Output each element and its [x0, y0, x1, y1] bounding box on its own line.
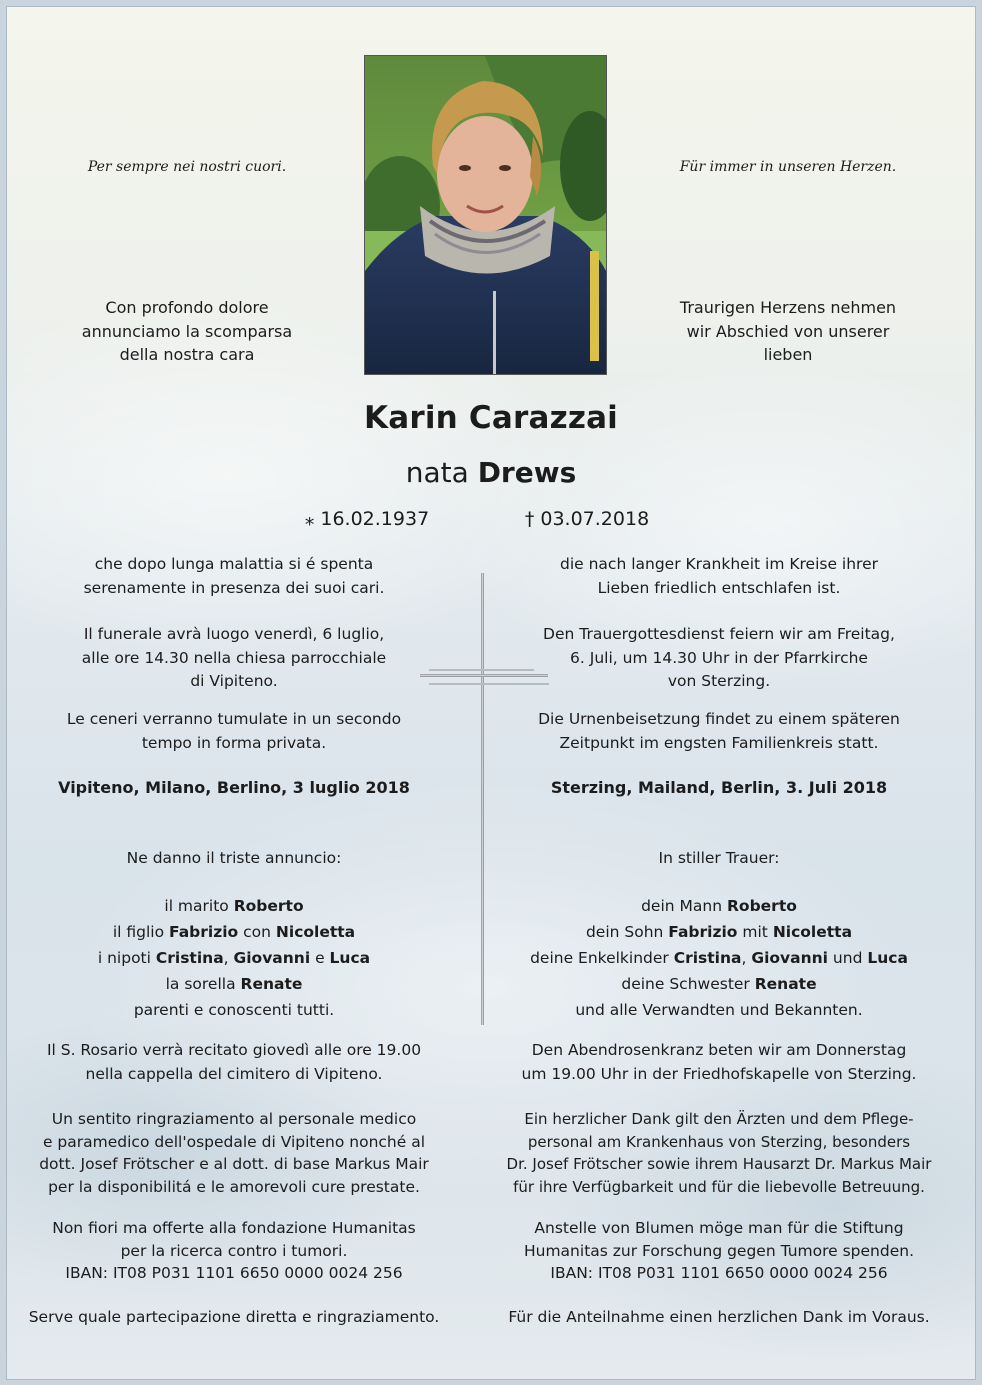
it-paragraph-thanks: Un sentito ringraziamento al personale medico e paramedico dell'ospedale di Vipiteno nonché al dott. Josef Frötscher e al dott. di base Markus Mair per la disponibilitá e le amorevoli cure prestate.	[39, 1110, 429, 1196]
de-paragraph-rosary: Den Abendrosenkranz beten wir am Donnerstag um 19.00 Uhr in der Friedhofskapelle von Sterzing.	[521, 1041, 917, 1083]
it-paragraph-donation: Non fiori ma offerte alla fondazione Humanitas per la ricerca contro i tumori. IBAN: IT08 P031 1101 6650 0000 0024 256	[52, 1219, 416, 1282]
it-paragraph-2: Il funerale avrà luogo venerdì, 6 luglio, alle ore 14.30 nella chiesa parrocchiale di Vipiteno.	[81, 625, 387, 690]
it-closing: Serve quale partecipazione diretta e ringraziamento.	[28, 1308, 440, 1326]
list-item: und alle Verwandten und Bekannten.	[575, 1001, 863, 1019]
deceased-name: Karin Carazzai	[363, 400, 619, 436]
list-item: i nipoti Cristina, Giovanni e Luca	[97, 949, 371, 967]
de-family-list	[497, 893, 941, 1023]
it-announce: Ne danno il triste annuncio:	[126, 849, 342, 867]
cross-icon	[481, 573, 484, 1025]
it-paragraph-rosary: Il S. Rosario verrà recitato giovedì alle ore 19.00 nella cappella del cimitero di Vipiteno.	[46, 1041, 422, 1083]
de-paragraph-1: die nach langer Krankheit im Kreise ihrer Lieben friedlich entschlafen ist.	[560, 555, 878, 597]
de-paragraph-2: Den Trauergottesdienst feiern wir am Freitag, 6. Juli, um 14.30 Uhr in der Pfarrkirche von Sterzing.	[543, 625, 895, 690]
list-item: deine Schwester Renate	[621, 975, 817, 993]
intro-german: Traurigen Herzens nehmen wir Abschied von unserer lieben	[679, 298, 897, 364]
motto-italian: Per sempre nei nostri cuori.	[87, 159, 287, 175]
list-item: il figlio Fabrizio con Nicoletta	[112, 923, 356, 941]
it-paragraph-1: che dopo lunga malattia si é spenta serenamente in presenza dei suoi cari.	[83, 555, 385, 597]
it-family-list	[27, 893, 441, 1023]
list-item: il marito Roberto	[164, 897, 304, 915]
de-announce: In stiller Trauer:	[658, 849, 780, 867]
it-place-date: Vipiteno, Milano, Berlino, 3 luglio 2018	[58, 778, 410, 797]
birth-date: ⁎ 16.02.1937	[304, 508, 430, 530]
de-paragraph-thanks: Ein herzlicher Dank gilt den Ärzten und dem Pflege- personal am Krankenhaus von Sterzing, besonders Dr. Josef Frötscher sowie ihrem Hausarzt Dr. Markus Mair für ihre Verfügbarkeit und für die liebevolle Betreuung.	[506, 1110, 932, 1196]
intro-italian: Con profondo dolore annunciamo la scomparsa della nostra cara	[81, 298, 293, 364]
de-closing: Für die Anteilnahme einen herzlichen Dank im Voraus.	[508, 1308, 930, 1326]
obituary-card	[6, 6, 976, 1380]
de-place-date: Sterzing, Mailand, Berlin, 3. Juli 2018	[550, 778, 888, 797]
motto-german: Für immer in unseren Herzen.	[679, 159, 897, 175]
list-item: dein Mann Roberto	[641, 897, 797, 915]
list-item: deine Enkelkinder Cristina, Giovanni und Luca	[530, 949, 908, 967]
portrait-photo	[364, 55, 607, 375]
maiden-name: nata Drews	[405, 456, 577, 489]
list-item: dein Sohn Fabrizio mit Nicoletta	[585, 923, 853, 941]
it-paragraph-3: Le ceneri verranno tumulate in un secondo tempo in forma privata.	[66, 710, 402, 752]
list-item: parenti e conoscenti tutti.	[133, 1001, 335, 1019]
death-date: † 03.07.2018	[524, 508, 650, 530]
de-paragraph-3: Die Urnenbeisetzung findet zu einem späteren Zeitpunkt im engsten Familienkreis statt.	[538, 710, 900, 752]
de-paragraph-donation: Anstelle von Blumen möge man für die Stiftung Humanitas zur Forschung gegen Tumore spenden. IBAN: IT08 P031 1101 6650 0000 0024 256	[523, 1219, 914, 1282]
list-item: la sorella Renate	[165, 975, 303, 993]
portrait-icon	[365, 56, 606, 374]
